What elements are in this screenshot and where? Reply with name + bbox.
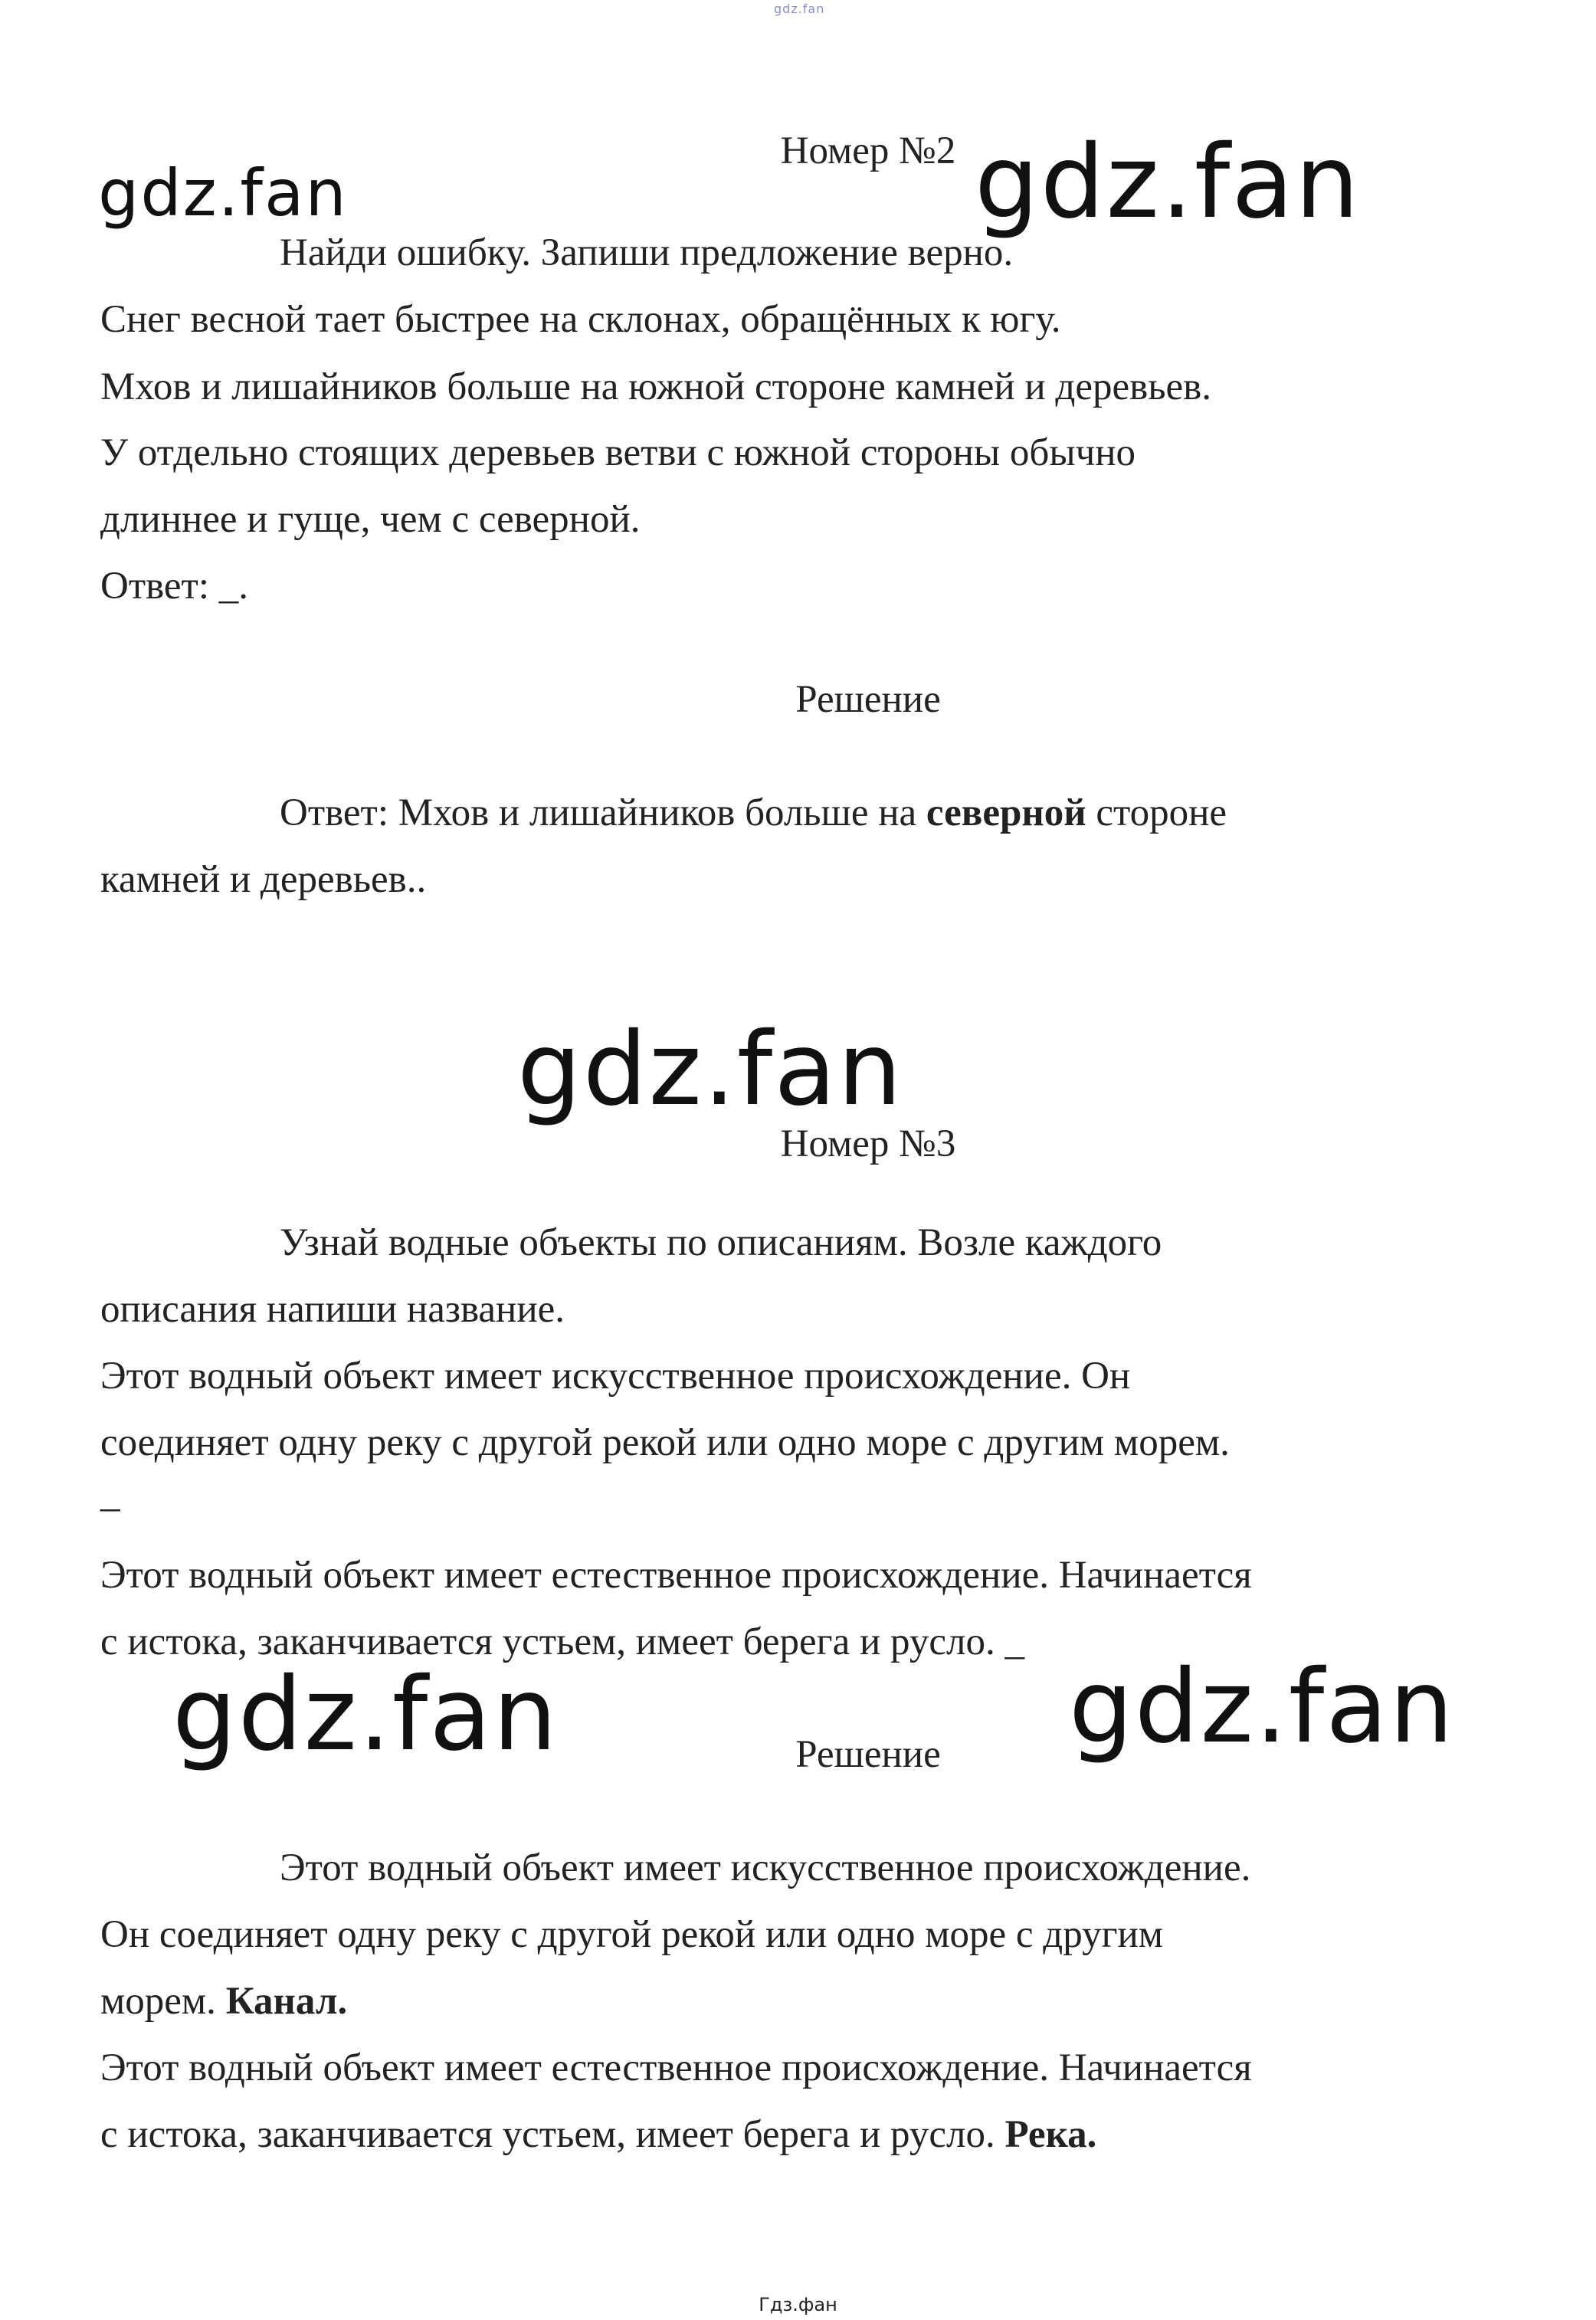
watermark-1: gdz.fan: [98, 156, 348, 231]
task2-title: Номер №2: [780, 129, 956, 172]
watermark-4: gdz.fan: [172, 1656, 559, 1774]
task2-solution-title: Решение: [795, 678, 941, 721]
task3-answer-text-3: морем.: [100, 1980, 226, 2023]
task3-answer-line-1: Этот водный объект имеет искусственное происхождение.: [280, 1846, 1251, 1889]
task2-statement-3a: У отдельно стоящих деревьев ветви с южной стороны обычно: [100, 431, 1136, 474]
task3-description-2b: с истока, заканчивается устьем, имеет берега и русло. _: [100, 1620, 1024, 1663]
task3-answer-river: Река.: [1004, 2113, 1097, 2156]
task3-description-2a: Этот водный объект имеет естественное происхождение. Начинается: [100, 1554, 1252, 1597]
watermark-3: gdz.fan: [517, 1011, 903, 1129]
task3-description-1b: соединяет одну реку с другой рекой или одно море с другим морем.: [100, 1421, 1230, 1464]
task3-answer-line-3: [100, 1982, 347, 2021]
task2-answer-blank: Ответ: _.: [100, 565, 248, 608]
task3-answer-text-5: с истока, заканчивается устьем, имеет берега и русло.: [100, 2113, 1005, 2156]
task2-statement-3b: длиннее и гуще, чем с северной.: [100, 498, 641, 541]
top-watermark: gdz.fan: [774, 2, 825, 16]
task3-answer-line-5: [100, 2115, 1096, 2155]
task3-title: Номер №3: [780, 1122, 956, 1165]
task3-description-1a: Этот водный объект имеет искусственное происхождение. Он: [100, 1355, 1131, 1398]
task3-answer-line-4: Этот водный объект имеет естественное происхождение. Начинается: [100, 2046, 1252, 2089]
task2-answer-bold: северной: [926, 791, 1086, 834]
task3-solution-title: Решение: [795, 1733, 941, 1776]
task2-answer-text: Ответ: Мхов и лишайников больше на: [280, 791, 926, 834]
task3-answer-canal: Канал.: [225, 1980, 348, 2023]
watermark-2: gdz.fan: [975, 123, 1361, 241]
task2-answer-line-2: камней и деревьев..: [100, 858, 427, 901]
task3-instruction-1: Узнай водные объекты по описаниям. Возле каждого: [280, 1221, 1162, 1264]
task2-answer-tail: стороне: [1086, 791, 1227, 834]
task2-answer-line-1: [280, 791, 1227, 834]
task3-answer-line-2: Он соединяет одну реку с другой рекой или одно море с другим: [100, 1913, 1164, 1956]
task3-instruction-2: описания напиши название.: [100, 1288, 565, 1331]
task2-statement-1: Снег весной тает быстрее на склонах, обращённых к югу.: [100, 298, 1061, 341]
task2-instruction: Найди ошибку. Запиши предложение верно.: [280, 231, 1014, 274]
task3-blank-1: _: [100, 1473, 120, 1516]
watermark-5: gdz.fan: [1069, 1648, 1455, 1766]
footer-caption: Гдз.фан: [759, 2294, 837, 2315]
task2-statement-2: Мхов и лишайников больше на южной стороне камней и деревьев.: [100, 365, 1211, 408]
